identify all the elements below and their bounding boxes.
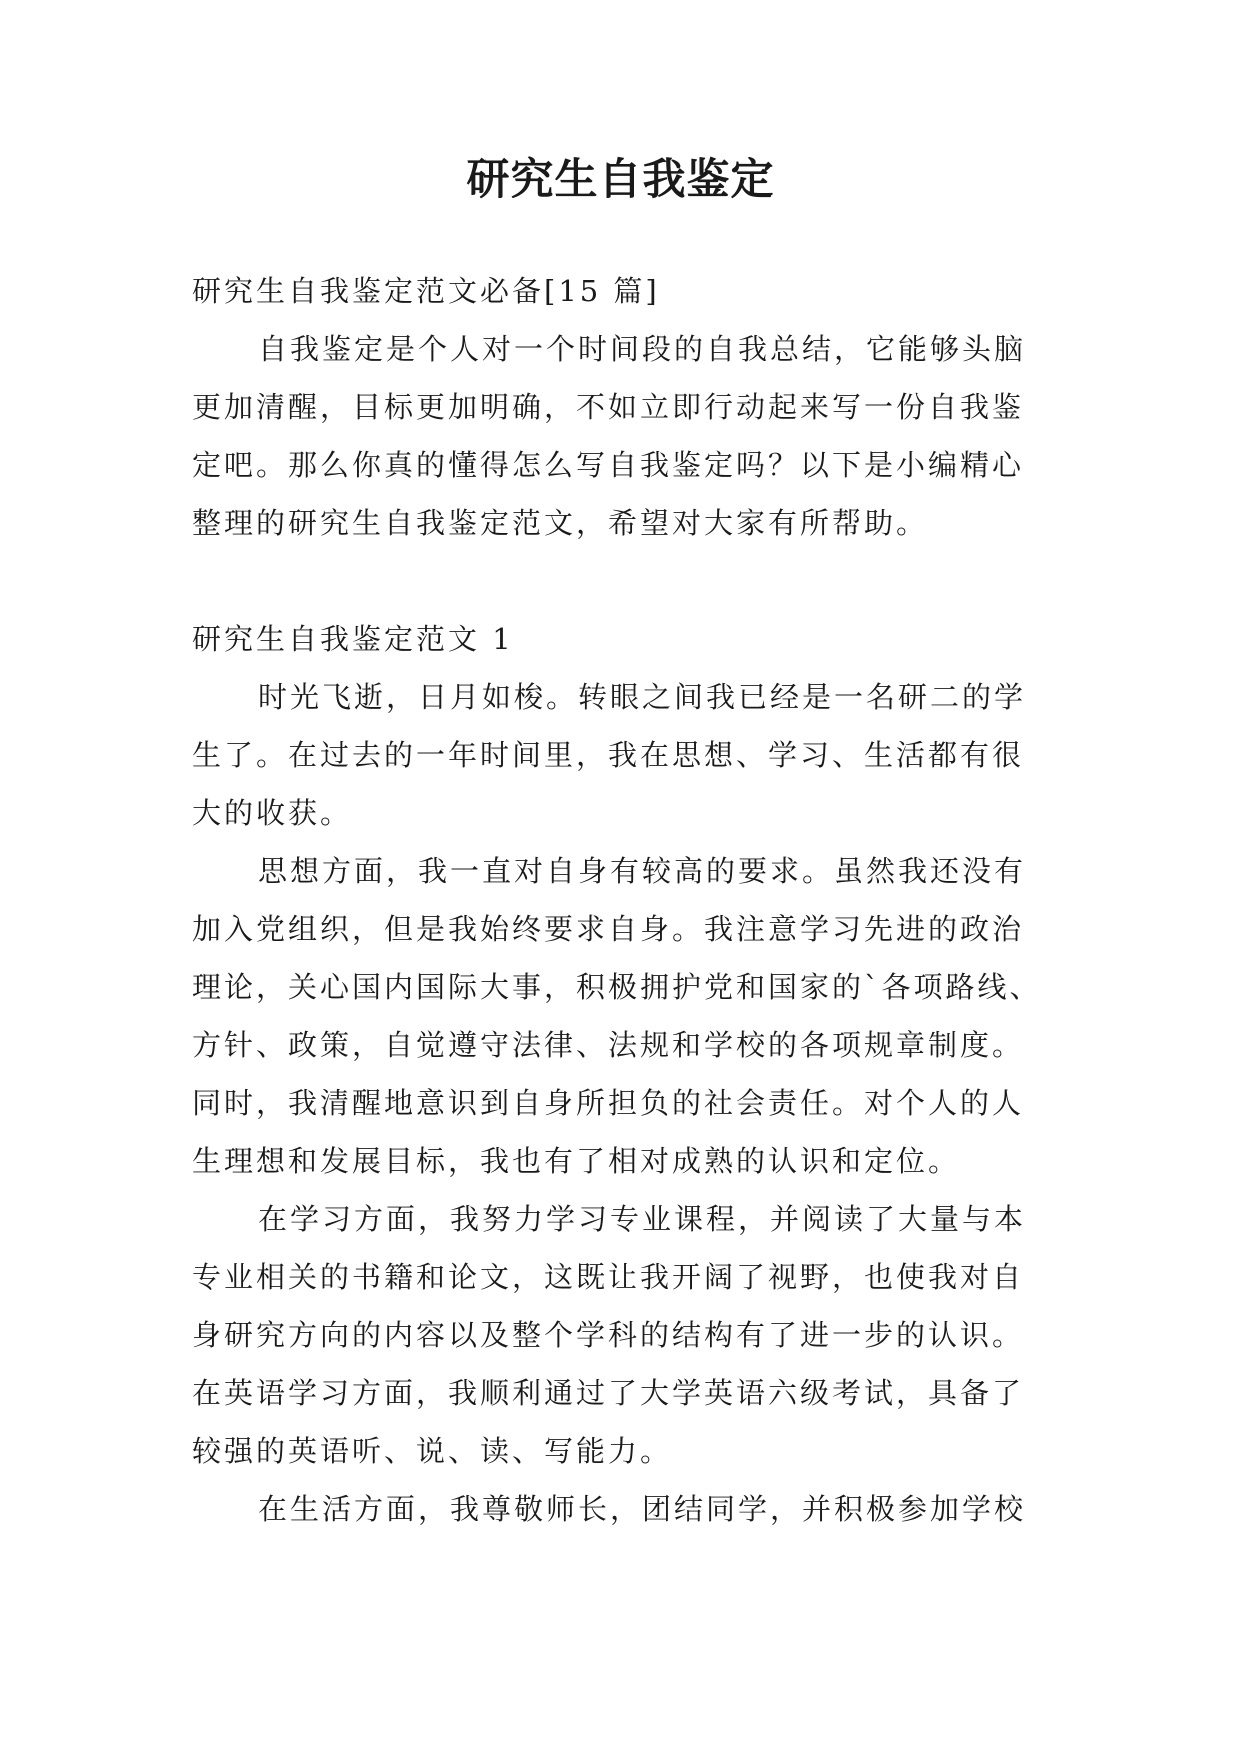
paragraph-line: 较强的英语听、说、读、写能力。 xyxy=(192,1434,673,1468)
paragraph-line: 同时，我清醒地意识到自身所担负的社会责任。对个人的人 xyxy=(192,1086,1025,1120)
paragraph-line: 更加清醒，目标更加明确，不如立即行动起来写一份自我鉴 xyxy=(192,390,1025,424)
document-body xyxy=(192,262,1062,1538)
paragraph-line: 大的收获。 xyxy=(192,796,353,830)
paragraph-line: 时光飞逝，日月如梭。转眼之间我已经是一名研二的学 xyxy=(258,680,1027,714)
paragraph-line: 生了。在过去的一年时间里，我在思想、学习、生活都有很 xyxy=(192,738,1025,772)
paragraph-line: 在英语学习方面，我顺利通过了大学英语六级考试，具备了 xyxy=(192,1376,1025,1410)
paragraph-line: 生理想和发展目标，我也有了相对成熟的认识和定位。 xyxy=(192,1144,961,1178)
subtitle-line: 研究生自我鉴定范文必备[15 篇] xyxy=(192,274,660,308)
paragraph-line: 整理的研究生自我鉴定范文，希望对大家有所帮助。 xyxy=(192,506,929,540)
paragraph-line: 身研究方向的内容以及整个学科的结构有了进一步的认识。 xyxy=(192,1318,1025,1352)
paragraph-line: 加入党组织，但是我始终要求自身。我注意学习先进的政治 xyxy=(192,912,1025,946)
section-gap xyxy=(192,552,1062,610)
paragraph-line: 专业相关的书籍和论文，这既让我开阔了视野，也使我对自 xyxy=(192,1260,1025,1294)
document-title: 研究生自我鉴定 xyxy=(466,155,775,205)
paragraph-line: 自我鉴定是个人对一个时间段的自我总结，它能够头脑 xyxy=(258,332,1027,366)
section-heading: 研究生自我鉴定范文 1 xyxy=(192,622,514,656)
paragraph-line: 在生活方面，我尊敬师长，团结同学，并积极参加学校 xyxy=(258,1492,1027,1526)
paragraph-line: 理论，关心国内国际大事，积极拥护党和国家的`各项路线、 xyxy=(192,970,1042,1004)
paragraph-line: 思想方面，我一直对自身有较高的要求。虽然我还没有 xyxy=(258,854,1027,888)
paragraph-line: 定吧。那么你真的懂得怎么写自我鉴定吗？以下是小编精心 xyxy=(192,448,1025,482)
paragraph-line: 方针、政策，自觉遵守法律、法规和学校的各项规章制度。 xyxy=(192,1028,1025,1062)
paragraph-line: 在学习方面，我努力学习专业课程，并阅读了大量与本 xyxy=(258,1202,1027,1236)
